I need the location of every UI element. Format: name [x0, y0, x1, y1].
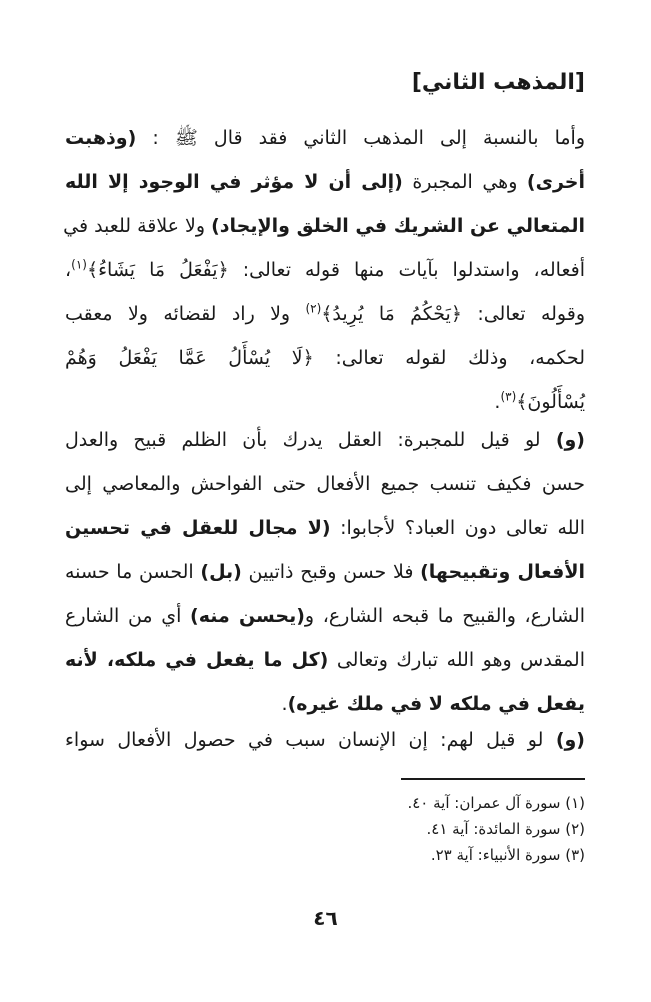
bold-text-run: (بل): [200, 561, 242, 583]
text-run: .: [281, 693, 288, 715]
bold-text-run: المتعالي عن الشريك في الخلق والإيجاد): [211, 215, 585, 237]
footnote: (١) سورة آل عمران: آية ٤٠.: [407, 794, 585, 812]
text-run: فلا حسن وقبح ذاتيين: [241, 561, 421, 583]
paragraph-2: [65, 418, 585, 726]
paragraph-line: [65, 116, 585, 160]
footnote-marker: (٢): [305, 301, 322, 316]
paragraph-line: [65, 248, 585, 292]
quran-verse: ﴿يَفْعَلُ مَا يَشَاءُ﴾: [86, 259, 229, 281]
bold-text-run: (إلى أن لا مؤثر في الوجود إلا الله: [65, 171, 403, 193]
bold-text-run: (و): [555, 729, 585, 751]
bold-text-run: (و): [555, 429, 585, 451]
text-run: الحسن ما حسنه: [65, 561, 201, 583]
footnote-marker: (١): [71, 257, 87, 272]
bold-text-run: الأفعال وتقبيحها): [420, 561, 585, 583]
text-run: أفعاله، واستدلوا بآيات منها قوله تعالى:: [228, 259, 585, 281]
bold-text-run: (يحسن منه): [190, 605, 305, 627]
text-run: المقدس وهو الله تبارك وتعالى: [328, 649, 585, 671]
text-run: وأما بالنسبة إلى المذهب الثاني فقد قال ﷺ :: [136, 127, 585, 149]
paragraph-line: [65, 594, 585, 638]
paragraph-line: [65, 160, 585, 204]
text-run: وقوله تعالى:: [461, 303, 585, 325]
paragraph-1: [65, 116, 585, 424]
text-run: ولا علاقة للعبد في: [63, 215, 212, 237]
text-run: أي من الشارع: [65, 605, 191, 627]
text-run: لحكمه، وذلك لقوله تعالى:: [313, 347, 585, 369]
paragraph-line: حسن فكيف تنسب جميع الأفعال حتى الفواحش والمعاصي إلى: [65, 473, 585, 495]
quran-verse: ﴿لَا يُسْأَلُ عَمَّا يَفْعَلُ وَهُمْ: [65, 347, 314, 369]
section-heading: [المذهب الثاني]: [411, 70, 585, 95]
bold-text-run: (لا مجال للعقل في تحسين: [65, 517, 331, 539]
paragraph-line: [65, 506, 585, 550]
footnote: (٣) سورة الأنبياء: آية ٢٣.: [430, 846, 585, 864]
text-run: ،: [65, 259, 72, 281]
bold-text-run: أخرى): [526, 171, 586, 193]
paragraph-line: [65, 418, 585, 462]
quran-verse: ﴿يَحْكُمُ مَا يُرِيدُ﴾: [321, 303, 462, 325]
paragraph-line: [65, 204, 585, 248]
text-run: .: [494, 391, 501, 413]
bold-text-run: يفعل في ملكه لا في ملك غيره): [287, 693, 585, 715]
paragraph-line: [65, 718, 585, 762]
text-run: لو قيل لهم: إن الإنسان سبب في حصول الأفعال سواء: [65, 729, 556, 751]
footnote: (٢) سورة المائدة: آية ٤١.: [426, 820, 585, 838]
text-run: لو قيل للمجبرة: العقل يدرك بأن الظلم قبيح والعدل: [65, 429, 556, 451]
paragraph-line: [65, 336, 585, 380]
paragraph-line: [65, 550, 585, 594]
paragraph-line: [65, 292, 585, 336]
text-run: ولا راد لقضائه ولا معقب: [65, 303, 306, 325]
paragraph-line: [65, 638, 585, 682]
bold-text-run: (كل ما يفعل في ملكه، لأنه: [65, 649, 329, 671]
bold-text-run: (وذهبت: [65, 127, 137, 149]
quran-verse: يُسْأَلُونَ﴾: [516, 391, 585, 413]
text-run: الشارع، والقبيح ما قبحه الشارع، و: [304, 605, 585, 627]
footnote-divider: [401, 778, 585, 780]
paragraph-3: [65, 718, 585, 762]
page-number: ٤٦: [313, 906, 338, 930]
footnotes: [185, 790, 585, 868]
text-run: وهي المجبرة: [402, 171, 527, 193]
text-run: الله تعالى دون العباد؟ لأجابوا:: [330, 517, 586, 539]
footnote-marker: (٣): [500, 389, 517, 404]
